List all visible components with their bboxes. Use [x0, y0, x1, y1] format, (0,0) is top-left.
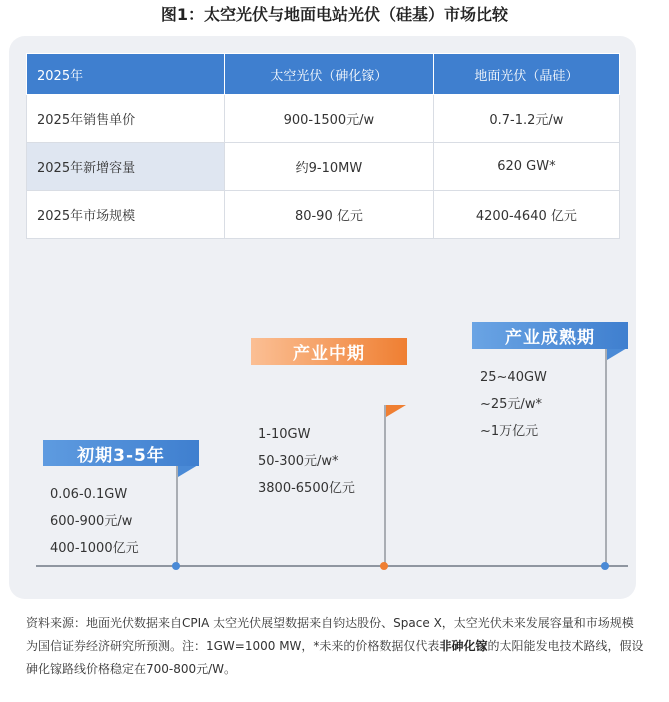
- stage-1-details: [50, 481, 139, 562]
- table-header-space-pv: 太空光伏（砷化镓）: [225, 54, 434, 95]
- table-cell: 2025年新增容量: [27, 143, 225, 191]
- stage-2-flag-icon: [386, 405, 406, 417]
- stage-1-pole: [176, 465, 178, 566]
- table-header-row: [27, 54, 620, 95]
- table-cell: 约9-10MW: [225, 143, 434, 191]
- table-cell: 900-1500元/w: [225, 95, 434, 143]
- stage-1-capacity: 0.06-0.1GW: [50, 487, 128, 502]
- stage-1-market-size: 400-1000亿元: [50, 541, 139, 556]
- stage-1-flag-icon: [178, 465, 198, 477]
- stage-1-price: 600-900元/w: [50, 514, 133, 529]
- table-row: [27, 95, 620, 143]
- stage-3-capacity: 25~40GW: [480, 370, 547, 385]
- stage-3-market-size: ~1万亿元: [480, 424, 539, 439]
- stage-2-market-size: 3800-6500亿元: [258, 481, 355, 496]
- timeline-axis: [36, 565, 628, 567]
- table-row: [27, 143, 620, 191]
- table-row: [27, 191, 620, 239]
- stage-2-details: [258, 421, 355, 502]
- table-cell: 2025年销售单价: [27, 95, 225, 143]
- stage-3-dot: [601, 562, 609, 570]
- table-cell: 4200-4640 亿元: [433, 191, 619, 239]
- table-cell: 0.7-1.2元/w: [433, 95, 619, 143]
- stage-2-price: 50-300元/w*: [258, 454, 339, 469]
- stage-3-details: [480, 364, 547, 445]
- stage-1-dot: [172, 562, 180, 570]
- footnote-bold-text: 非砷化镓: [439, 639, 488, 653]
- stage-2-dot: [380, 562, 388, 570]
- stage-2-pole: [384, 405, 386, 566]
- footnote-text-2: 的太阳能发电技术路线，假设砷化镓路线价格稳定在700-800元/W。: [26, 639, 644, 676]
- table-cell: 2025年市场规模: [27, 191, 225, 239]
- comparison-table: [26, 53, 620, 239]
- source-footnote: [26, 612, 644, 681]
- stage-2-capacity: 1-10GW: [258, 427, 311, 442]
- table-header-ground-pv: 地面光伏（晶硅）: [433, 54, 619, 95]
- table-header-year: 2025年: [27, 54, 225, 95]
- stage-1-label: 初期3-5年: [43, 440, 199, 466]
- stage-3-price: ~25元/w*: [480, 397, 542, 412]
- figure-title: 图1：太空光伏与地面电站光伏（硅基）市场比较: [160, 5, 509, 24]
- table-cell: 620 GW*: [433, 143, 619, 191]
- stage-3-pole: [605, 348, 607, 566]
- footnote-text-1: 资料来源：地面光伏数据来自CPIA 太空光伏展望数据来自钧达股份、Space X，太空光伏未来发展容量和市场规模为国信证券经济研究所预测。注：1GW=1000 MW，*未来的价格数据仅代表: [26, 616, 634, 653]
- stage-2-label: 产业中期: [251, 338, 407, 365]
- stage-3-label: 产业成熟期: [472, 322, 628, 349]
- stage-3-flag-icon: [607, 348, 627, 360]
- table-cell: 80-90 亿元: [225, 191, 434, 239]
